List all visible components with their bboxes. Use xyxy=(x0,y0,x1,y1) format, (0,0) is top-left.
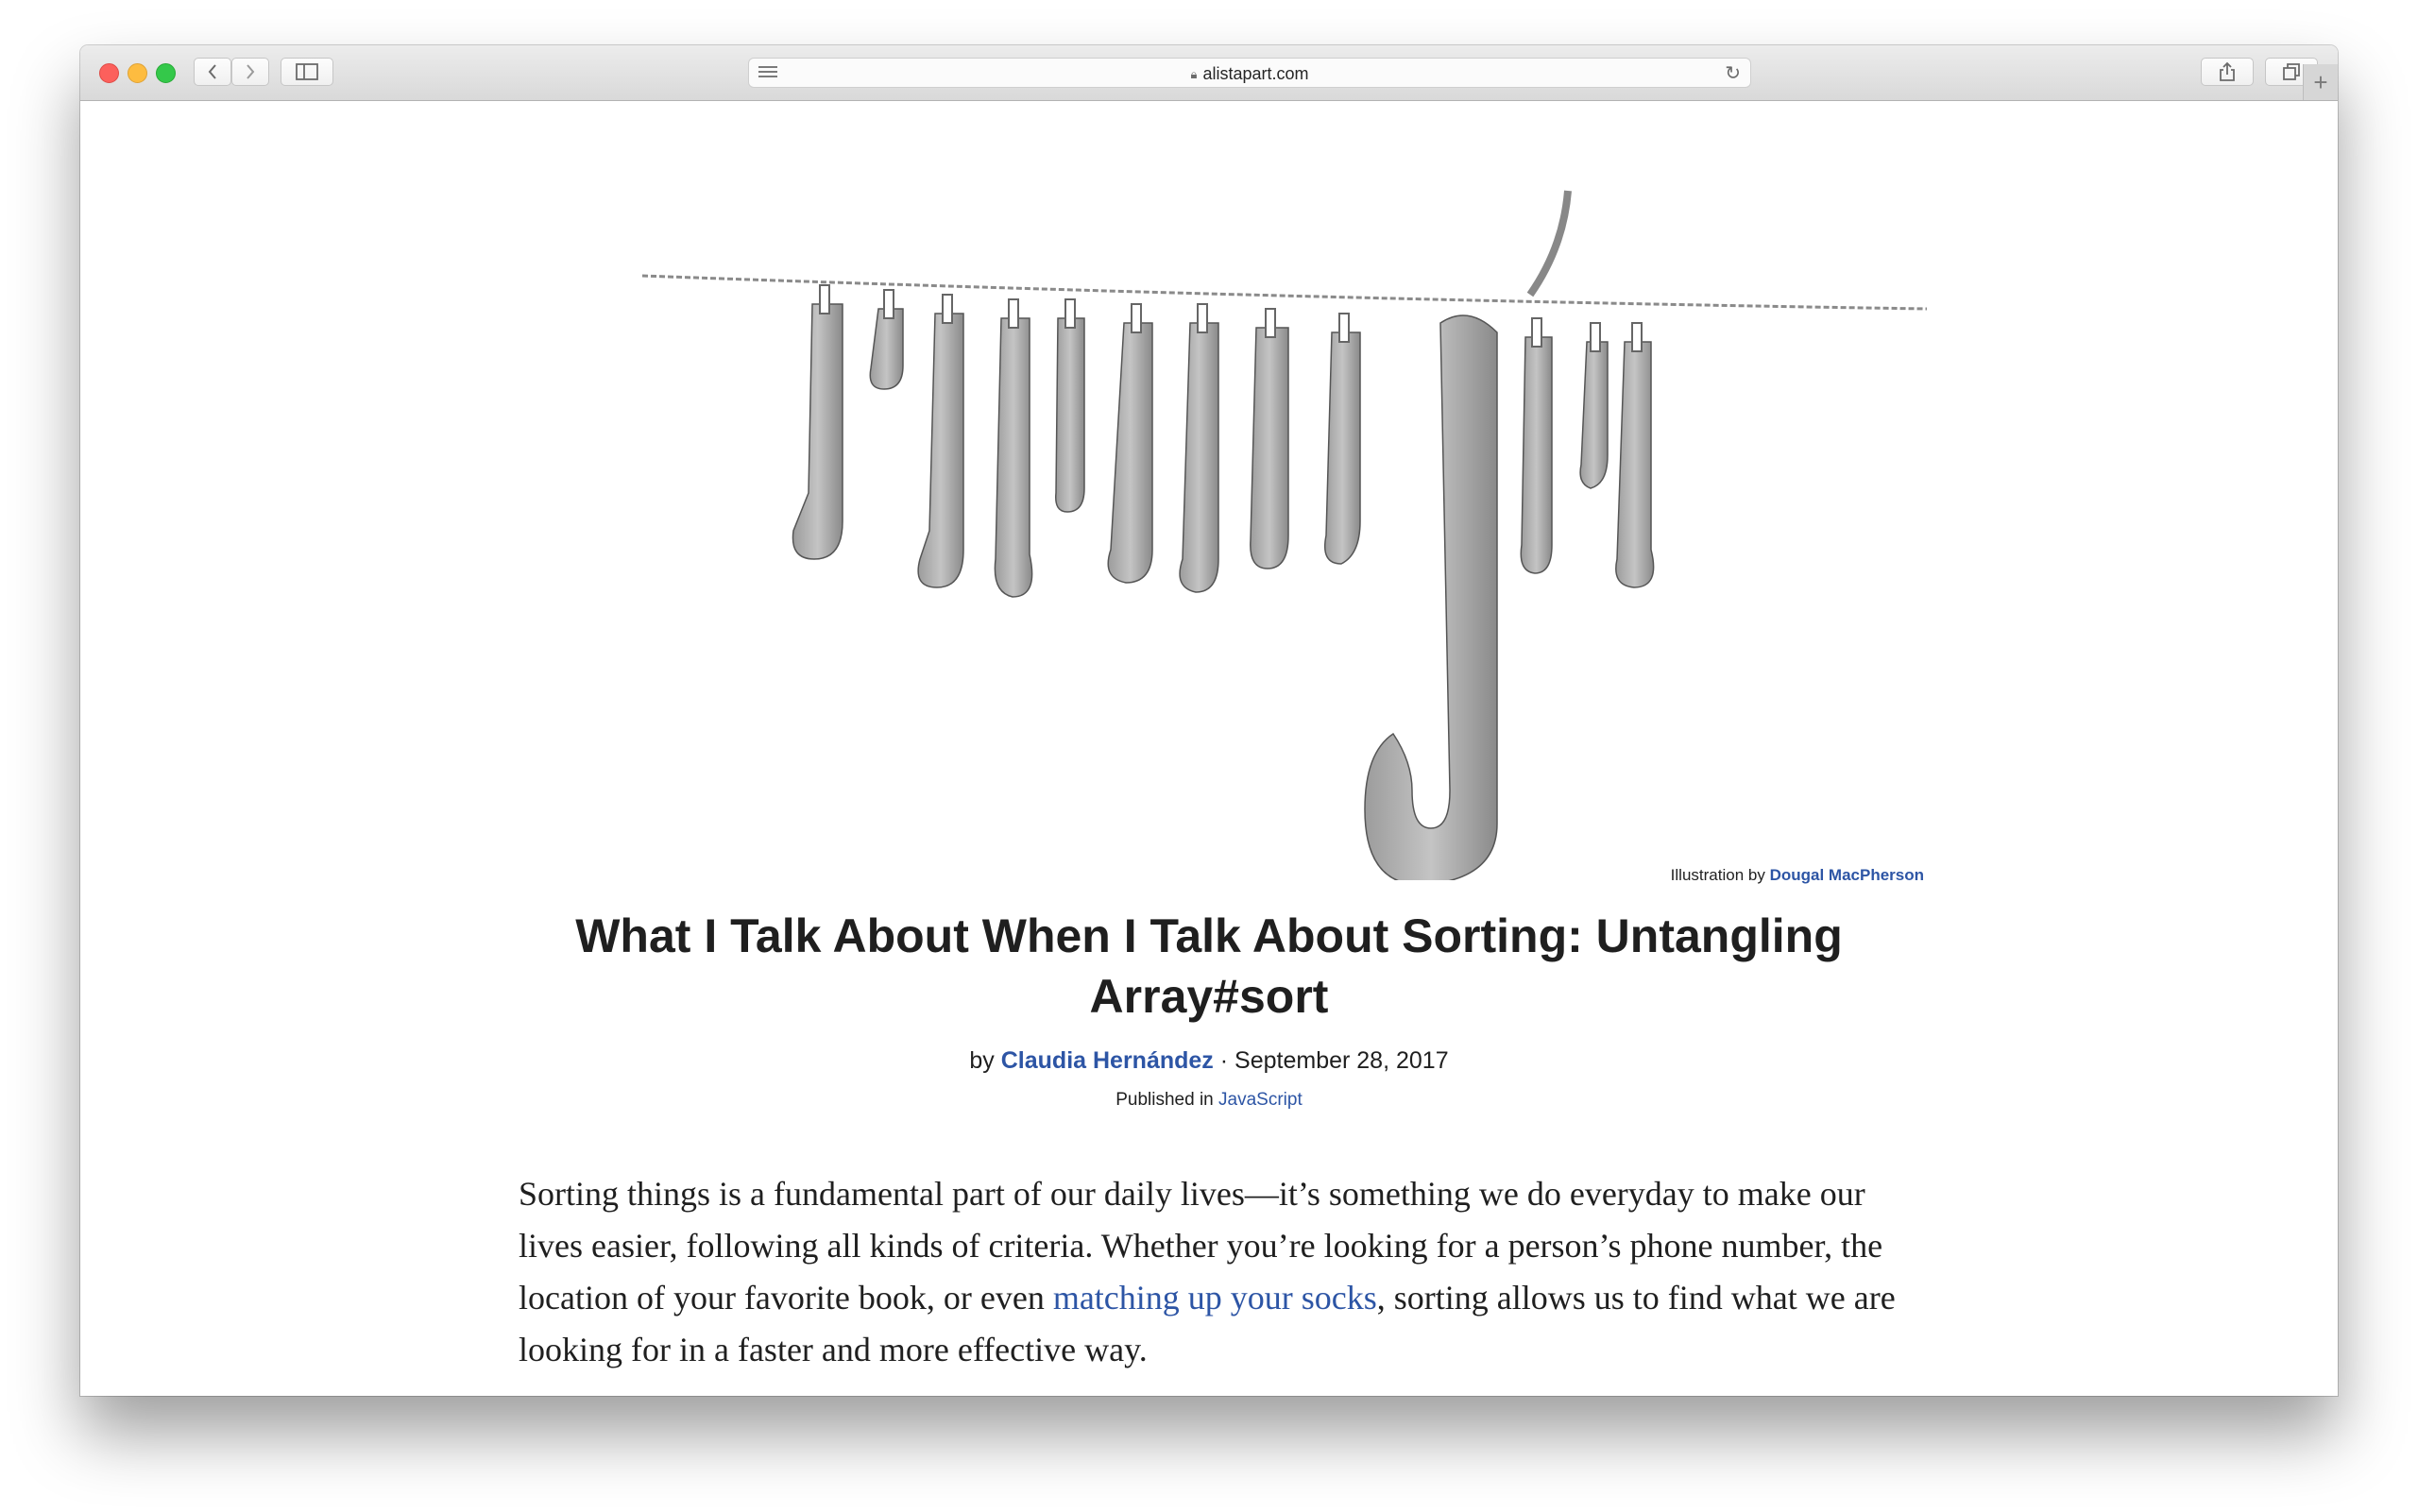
chevron-right-icon xyxy=(245,63,256,80)
share-icon xyxy=(2219,61,2236,82)
intro-text-2: , sorting allows us to find what we are looking for in a faster and more effective way. xyxy=(519,1279,1896,1368)
socks-illustration xyxy=(538,115,2021,880)
credit-prefix: Illustration by xyxy=(1670,866,1765,884)
category-link[interactable]: JavaScript xyxy=(1218,1090,1303,1110)
forward-button[interactable] xyxy=(231,58,269,86)
address-url xyxy=(749,64,1750,84)
browser-window xyxy=(80,45,2338,1396)
publish-date: September 28, 2017 xyxy=(1235,1047,1449,1074)
plus-icon: + xyxy=(2313,67,2328,96)
close-window-button[interactable] xyxy=(99,63,119,83)
reload-icon[interactable]: ↻ xyxy=(1725,63,1741,84)
lock-icon: 🔒︎ xyxy=(1190,67,1198,81)
socks-link[interactable]: matching up your socks xyxy=(1052,1279,1377,1317)
browser-toolbar xyxy=(80,45,2338,101)
illustration-credit xyxy=(1671,866,1924,885)
share-button[interactable] xyxy=(2201,58,2254,86)
article-intro xyxy=(519,1168,1916,1376)
article-title: What I Talk About When I Talk About Sorting: Untangling Array#sort xyxy=(575,909,1843,1023)
date-separator: · xyxy=(1219,1047,1229,1074)
sidebar-toggle-button[interactable] xyxy=(281,58,333,86)
published-prefix: Published in xyxy=(1115,1090,1214,1110)
page-content xyxy=(80,101,2338,1396)
sidebar-icon xyxy=(296,63,318,80)
minimize-window-button[interactable] xyxy=(128,63,147,83)
url-text: alistapart.com xyxy=(1202,64,1309,83)
author-link[interactable]: Claudia Hernández xyxy=(1000,1047,1214,1074)
back-button[interactable] xyxy=(194,58,231,86)
illustrator-link[interactable]: Dougal MacPherson xyxy=(1769,866,1924,884)
intro-text-1: Sorting things is a fundamental part of our daily lives—it’s something we do everyday to make our lives easier, following all kinds of criteria. Whether you’re looking for a person’s phone number, the location of your favorite book, or even xyxy=(519,1175,1883,1317)
new-tab-button[interactable] xyxy=(2303,64,2338,100)
tabs-overview-icon xyxy=(2282,62,2301,81)
byline xyxy=(80,1047,2338,1075)
byline-prefix: by xyxy=(969,1047,995,1074)
address-bar[interactable] xyxy=(748,58,1751,88)
published-in xyxy=(80,1090,2338,1111)
maximize-window-button[interactable] xyxy=(156,63,176,83)
chevron-left-icon xyxy=(207,63,218,80)
